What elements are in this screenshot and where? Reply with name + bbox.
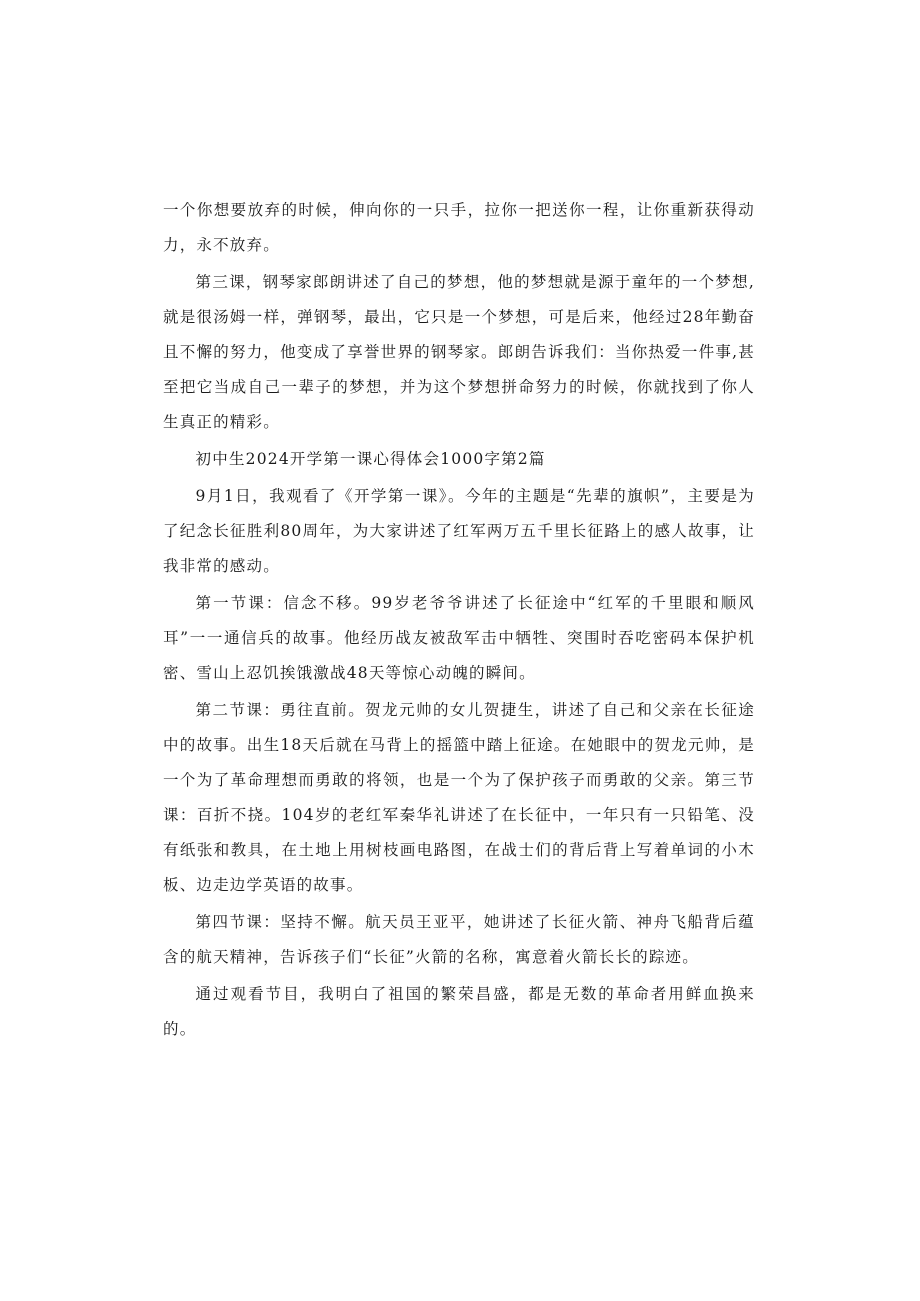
- paragraph-conclusion: 通过观看节目，我明白了祖国的繁荣昌盛，都是无数的革命者用鲜血换来的。: [163, 985, 755, 1038]
- paragraph-lesson-one: 第一节课：信念不移。99岁老爷爷讲述了长征途中“红军的千里眼和顺风耳”一一通信兵的故事。他经历战友被敌军击中牺牲、突围时吞吃密码本保护机密、雪山上忍饥挨饿激战48天等惊心动魄的瞬间。: [163, 594, 755, 682]
- paragraph-continuation: 一个你想要放弃的时候，伸向你的一只手，拉你一把送你一程，让你重新获得动力，永不放弃。: [163, 201, 755, 254]
- paragraph-lesson-three: 第三课，钢琴家郎朗讲述了自己的梦想，他的梦想就是源于童年的一个梦想,就是很汤姆一样，弹钢琴，最出，它只是一个梦想，可是后来，他经过28年勤奋且不懈的努力，他变成了享誉世界的钢琴家。郎朗告诉我们：当你热爱一件事,甚至把它当成自己一辈子的梦想，并为这个梦想拼命努力的时候，你就找到了你人生真正的精彩。: [163, 273, 755, 431]
- paragraph-lesson-four: 第四节课：坚持不懈。航天员王亚平，她讲述了长征火箭、神舟飞船背后蕴含的航天精神，告诉孩子们“长征”火箭的名称，寓意着火箭长长的踪迹。: [163, 913, 755, 966]
- paragraph-lesson-two: 第二节课：勇往直前。贺龙元帅的女儿贺捷生，讲述了自己和父亲在长征途中的故事。出生18天后就在马背上的摇篮中踏上征途。在她眼中的贺龙元帅，是一个为了革命理想而勇敢的将领，也是一个为了保护孩子而勇敢的父亲。第三节课：百折不挠。104岁的老红军秦华礼讲述了在长征中，一年只有一只铅笔、没有纸张和教具，在土地上用树枝画电路图，在战士们的背后背上写着单词的小木板、边走边学英语的故事。: [163, 701, 755, 894]
- section-heading: 初中生2024开学第一课心得体会1000字第2篇: [195, 450, 546, 468]
- paragraph-intro: 9月1日，我观看了《开学第一课》。今年的主题是“先辈的旗帜”，主要是为了纪念长征胜利80周年，为大家讲述了红军两万五千里长征路上的感人故事，让我非常的感动。: [163, 487, 755, 575]
- document-body: [163, 193, 755, 1047]
